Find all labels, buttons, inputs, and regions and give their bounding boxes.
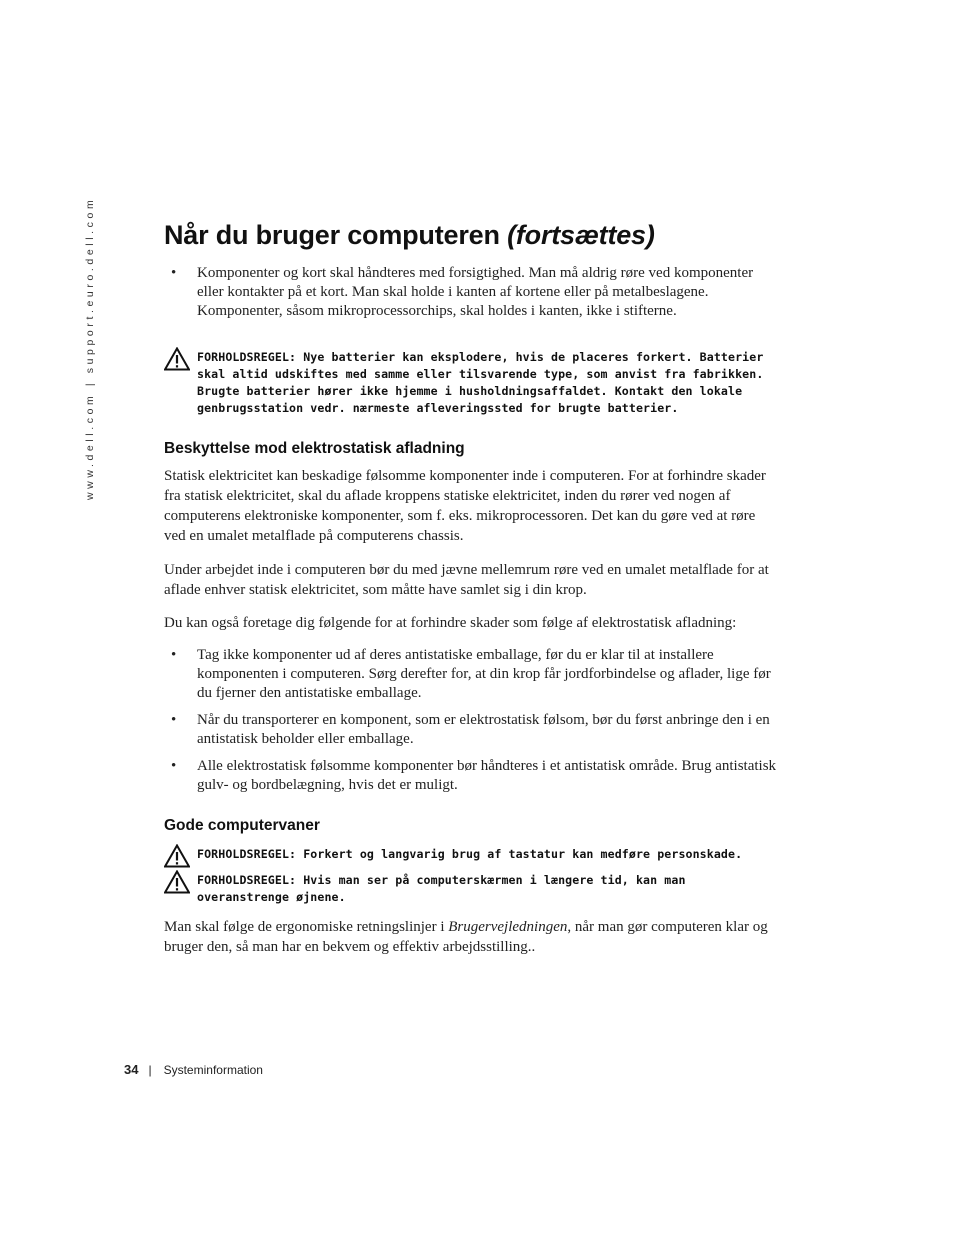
list-item: • Alle elektrostatisk følsomme komponenter bør håndteres i et antistatisk område. Brug antistatisk gulv- og bordbelægning, hvis det er muligt. (164, 757, 779, 795)
footer-section-name: Systeminformation (163, 1063, 263, 1077)
list-item: • Komponenter og kort skal håndteres med forsigtighed. Man må aldrig røre ved komponenter eller kontakter på et kort. Man skal holde i kanten af kortene eller på metalbeslagene. Komponenter, såsom mikroprocessorchips, skal holdes i kanten, ikke i stifterne. (164, 264, 779, 321)
side-url-strip (84, 196, 100, 500)
warning-triangle-icon (164, 844, 190, 868)
esd-heading: Beskyttelse mod elektrostatisk afladning (164, 440, 465, 457)
list-item: • Når du transporterer en komponent, som er elektrostatisk følsom, bør du først anbringe den i en antistatisk beholder eller emballage. (164, 711, 779, 749)
caution-screen-text: FORHOLDSREGEL: Hvis man ser på computerskærmen i længere tid, kan man overanstrenge øjnene. (197, 873, 686, 904)
caution-battery (164, 349, 779, 417)
caution-battery-text: FORHOLDSREGEL: Nye batterier kan eksplodere, hvis de placeres forkert. Batterier skal altid udskiftes med samme eller tilsvarende type, som anvist fra fabrikken. Brugte batterier hører ikke hjemme i husholdningsaffaldet. Kontakt den lokale genbrugsstation vedr. nærmeste afleveringssted for brugte batterier. (197, 350, 764, 415)
footer-separator: | (148, 1063, 152, 1077)
esd-bullet-list (164, 646, 779, 795)
intro-bullet-list (164, 264, 779, 321)
warning-triangle-icon (164, 870, 190, 894)
page-number: 34 (124, 1062, 139, 1077)
caution-screen (164, 872, 779, 906)
side-url-text: www.dell.com | support.euro.dell.com (84, 196, 96, 500)
page-footer (124, 1062, 263, 1077)
esd-paragraph-3: Du kan også foretage dig følgende for at forhindre skader som følge af elektrostatisk afladning: (164, 615, 737, 631)
warning-triangle-icon (164, 347, 190, 371)
esd-paragraph-2: Under arbejdet inde i computeren bør du med jævne mellemrum røre ved en umalet metalflade for at aflade enhver statisk elektricitet, som måtte have samlet sig i din krop. (164, 562, 769, 598)
user-guide-reference: Brugervejledningen (448, 919, 568, 935)
habits-heading: Gode computervaner (164, 817, 320, 834)
page-title (164, 220, 655, 251)
list-item: • Tag ikke komponenter ud af deres antistatiske emballage, før du er klar til at installere komponenten i computeren. Sørg derefter for, at din krop får jordforbindelse og aflader, lige før du fjerner den antistatiske emballage. (164, 646, 779, 703)
habits-paragraph-start: Man skal følge de ergonomiske retningslinjer i (164, 919, 449, 935)
page-title-main: Når du bruger computeren (164, 220, 508, 250)
caution-keyboard-text: FORHOLDSREGEL: Forkert og langvarig brug af tastatur kan medføre personskade. (197, 847, 743, 861)
habits-paragraph-end: , når man gør computeren klar og bruger den, så man har en bekvem og effektiv arbejdsstilling.. (164, 919, 768, 955)
habits-paragraph (164, 917, 779, 957)
page-title-continued: (fortsættes) (507, 220, 655, 250)
caution-keyboard (164, 846, 779, 863)
esd-paragraph-1: Statisk elektricitet kan beskadige følsomme komponenter inde i computeren. For at forhindre skader fra statisk elektricitet, skal du aflade kroppens statiske elektricitet, inden du rører ved nogen af computerens elektroniske komponenter, som f. eks. mikroprocessoren. Det kan du gøre ved at røre ved en umalet metalflade på computerens chassis. (164, 468, 766, 544)
